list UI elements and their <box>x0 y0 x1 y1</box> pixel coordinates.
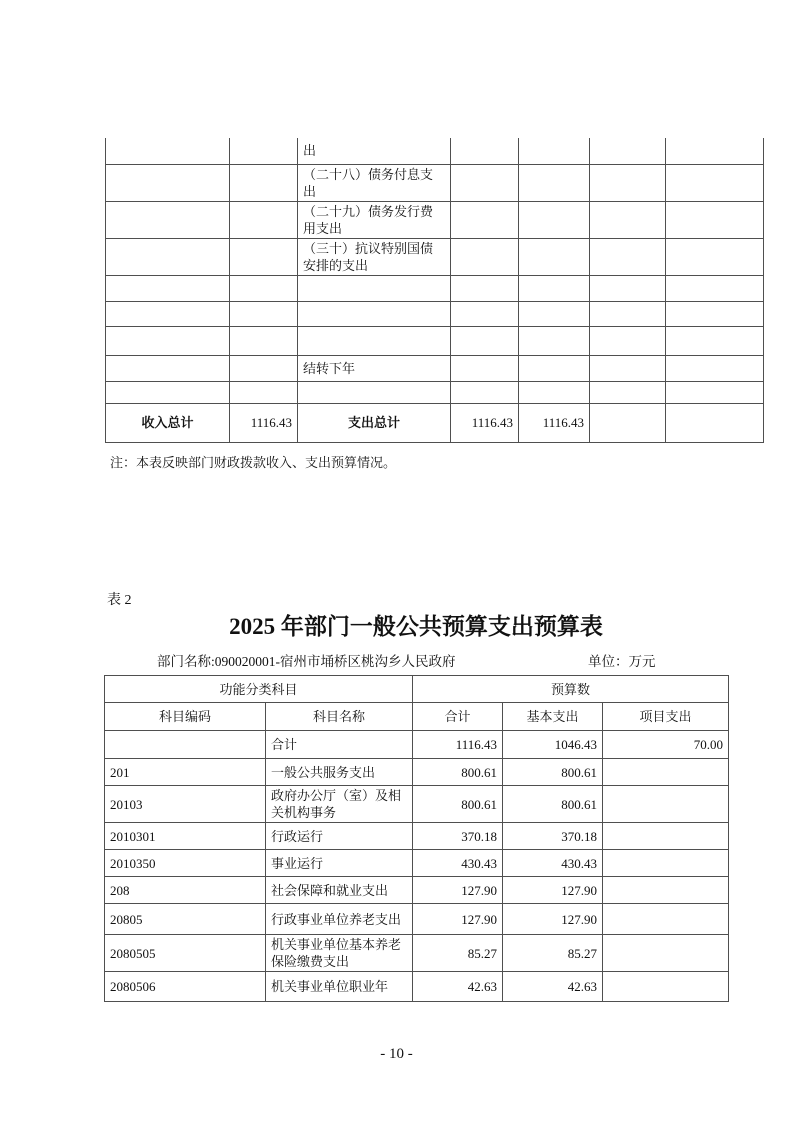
table-row <box>106 138 764 164</box>
subject-code-header: 科目编码 <box>105 703 266 731</box>
table-cell <box>451 355 519 381</box>
table-cell <box>106 381 230 403</box>
table-row <box>106 301 764 326</box>
basic-expenditure-header: 基本支出 <box>503 703 603 731</box>
table-cell <box>298 381 451 403</box>
total-cell: 127.90 <box>413 877 503 904</box>
table-cell <box>666 201 764 238</box>
table-row <box>106 326 764 355</box>
project-expenditure-header: 项目支出 <box>603 703 729 731</box>
table-cell <box>230 238 298 275</box>
table-cell <box>666 138 764 164</box>
total-cell: 800.61 <box>413 786 503 823</box>
totals-row <box>106 403 764 442</box>
income-total-label: 收入总计 <box>106 403 230 442</box>
expenditure-item-cell: （三十）抗议特别国债安排的支出 <box>298 238 451 275</box>
column-header-row <box>105 703 729 731</box>
total-cell: 370.18 <box>413 823 503 850</box>
table-cell <box>106 275 230 301</box>
table-cell <box>519 238 590 275</box>
subject-name-header: 科目名称 <box>266 703 413 731</box>
table-row <box>106 201 764 238</box>
table-cell <box>451 201 519 238</box>
subject-code-cell: 2010350 <box>105 850 266 877</box>
table-row <box>106 381 764 403</box>
table-cell <box>519 355 590 381</box>
table-row <box>105 935 729 972</box>
table-cell <box>230 301 298 326</box>
project-expenditure-cell <box>603 904 729 935</box>
table-cell <box>106 355 230 381</box>
basic-expenditure-cell: 42.63 <box>503 972 603 1002</box>
income-total-value: 1116.43 <box>230 403 298 442</box>
table-cell <box>590 326 666 355</box>
table-row <box>105 823 729 850</box>
table-cell <box>519 381 590 403</box>
table-cell <box>106 164 230 201</box>
table-cell <box>666 403 764 442</box>
basic-expenditure-cell: 85.27 <box>503 935 603 972</box>
table2-title: 2025 年部门一般公共预算支出预算表 <box>229 614 603 639</box>
table-cell <box>451 275 519 301</box>
project-expenditure-cell <box>603 877 729 904</box>
table-row <box>106 164 764 201</box>
project-expenditure-cell <box>603 823 729 850</box>
subject-name-cell: 机关事业单位基本养老保险缴费支出 <box>266 935 413 972</box>
page-number: - 10 - <box>380 1046 413 1062</box>
table-cell <box>666 355 764 381</box>
table-cell <box>590 381 666 403</box>
subject-code-cell: 20103 <box>105 786 266 823</box>
table-cell <box>230 138 298 164</box>
subject-code-cell: 2080506 <box>105 972 266 1002</box>
basic-expenditure-cell: 127.90 <box>503 904 603 935</box>
table-cell <box>519 275 590 301</box>
table-cell <box>666 301 764 326</box>
subject-name-cell: 社会保障和就业支出 <box>266 877 413 904</box>
table-row <box>105 972 729 1002</box>
table-cell <box>666 275 764 301</box>
table-cell <box>590 355 666 381</box>
table-cell <box>106 238 230 275</box>
subject-name-cell: 机关事业单位职业年 <box>266 972 413 1002</box>
unit-label: 单位：万元 <box>588 654 656 669</box>
table-cell <box>106 326 230 355</box>
table-row <box>105 786 729 823</box>
total-cell: 430.43 <box>413 850 503 877</box>
table-cell <box>298 326 451 355</box>
expenditure-total-value: 1116.43 <box>451 403 519 442</box>
basic-expenditure-cell: 370.18 <box>503 823 603 850</box>
header-group-row <box>105 676 729 703</box>
table-cell <box>451 301 519 326</box>
table-cell <box>451 164 519 201</box>
table-cell <box>451 326 519 355</box>
table2-label: 表 2 <box>107 593 132 608</box>
function-classification-header: 功能分类科目 <box>105 676 413 703</box>
subject-name-cell: 一般公共服务支出 <box>266 759 413 786</box>
table-cell <box>590 275 666 301</box>
table-row <box>105 877 729 904</box>
table-cell <box>230 381 298 403</box>
basic-expenditure-cell: 430.43 <box>503 850 603 877</box>
subject-code-cell: 208 <box>105 877 266 904</box>
subject-name-cell: 行政运行 <box>266 823 413 850</box>
table-row <box>105 759 729 786</box>
total-cell: 800.61 <box>413 759 503 786</box>
table-cell <box>590 301 666 326</box>
expenditure-basic-total-value: 1116.43 <box>519 403 590 442</box>
department-name: 部门名称:090020001-宿州市埇桥区桃沟乡人民政府 <box>157 654 456 669</box>
total-cell: 42.63 <box>413 972 503 1002</box>
expenditure-item-cell: 出 <box>298 138 451 164</box>
table-cell <box>590 238 666 275</box>
table-cell <box>590 403 666 442</box>
project-expenditure-cell <box>603 850 729 877</box>
basic-expenditure-cell: 800.61 <box>503 786 603 823</box>
table-cell <box>590 201 666 238</box>
subject-code-cell <box>105 731 266 759</box>
table-cell <box>230 275 298 301</box>
project-expenditure-cell <box>603 935 729 972</box>
table-cell <box>230 201 298 238</box>
table-note: 注：本表反映部门财政拨款收入、支出预算情况。 <box>110 455 397 470</box>
table-cell <box>519 138 590 164</box>
table-cell <box>519 201 590 238</box>
subject-name-cell: 事业运行 <box>266 850 413 877</box>
table-cell <box>666 326 764 355</box>
table-cell <box>519 301 590 326</box>
expenditure-item-cell: （二十九）债务发行费用支出 <box>298 201 451 238</box>
project-expenditure-cell: 70.00 <box>603 731 729 759</box>
table-row <box>105 904 729 935</box>
subject-code-cell: 20805 <box>105 904 266 935</box>
fiscal-appropriation-table <box>105 138 764 443</box>
table-cell <box>298 301 451 326</box>
table-row <box>105 850 729 877</box>
table-cell <box>519 326 590 355</box>
total-cell: 127.90 <box>413 904 503 935</box>
general-budget-expenditure-table <box>104 675 729 1002</box>
budget-figures-header: 预算数 <box>413 676 729 703</box>
total-cell: 85.27 <box>413 935 503 972</box>
table-cell <box>666 164 764 201</box>
table-cell <box>298 275 451 301</box>
basic-expenditure-cell: 127.90 <box>503 877 603 904</box>
subject-name-cell: 合计 <box>266 731 413 759</box>
table-row <box>106 275 764 301</box>
table-cell <box>451 138 519 164</box>
table-cell <box>519 164 590 201</box>
expenditure-total-label: 支出总计 <box>298 403 451 442</box>
project-expenditure-cell <box>603 972 729 1002</box>
basic-expenditure-cell: 800.61 <box>503 759 603 786</box>
table-cell <box>590 138 666 164</box>
table-cell <box>666 381 764 403</box>
table-cell <box>590 164 666 201</box>
table-row <box>105 731 729 759</box>
table-row <box>106 238 764 275</box>
subject-code-cell: 2010301 <box>105 823 266 850</box>
table-cell <box>230 164 298 201</box>
subject-name-cell: 政府办公厅（室）及相关机构事务 <box>266 786 413 823</box>
project-expenditure-cell <box>603 759 729 786</box>
subject-code-cell: 201 <box>105 759 266 786</box>
basic-expenditure-cell: 1046.43 <box>503 731 603 759</box>
project-expenditure-cell <box>603 786 729 823</box>
subject-name-cell: 行政事业单位养老支出 <box>266 904 413 935</box>
expenditure-item-cell: （二十八）债务付息支出 <box>298 164 451 201</box>
table-cell <box>106 201 230 238</box>
table-cell <box>451 238 519 275</box>
table-cell <box>230 326 298 355</box>
table-cell <box>106 138 230 164</box>
table-row <box>106 355 764 381</box>
total-cell: 1116.43 <box>413 731 503 759</box>
table-cell <box>106 301 230 326</box>
table-cell <box>666 238 764 275</box>
subject-code-cell: 2080505 <box>105 935 266 972</box>
total-header: 合计 <box>413 703 503 731</box>
table-cell <box>451 381 519 403</box>
table-cell <box>230 355 298 381</box>
carryover-next-year-cell: 结转下年 <box>298 355 451 381</box>
